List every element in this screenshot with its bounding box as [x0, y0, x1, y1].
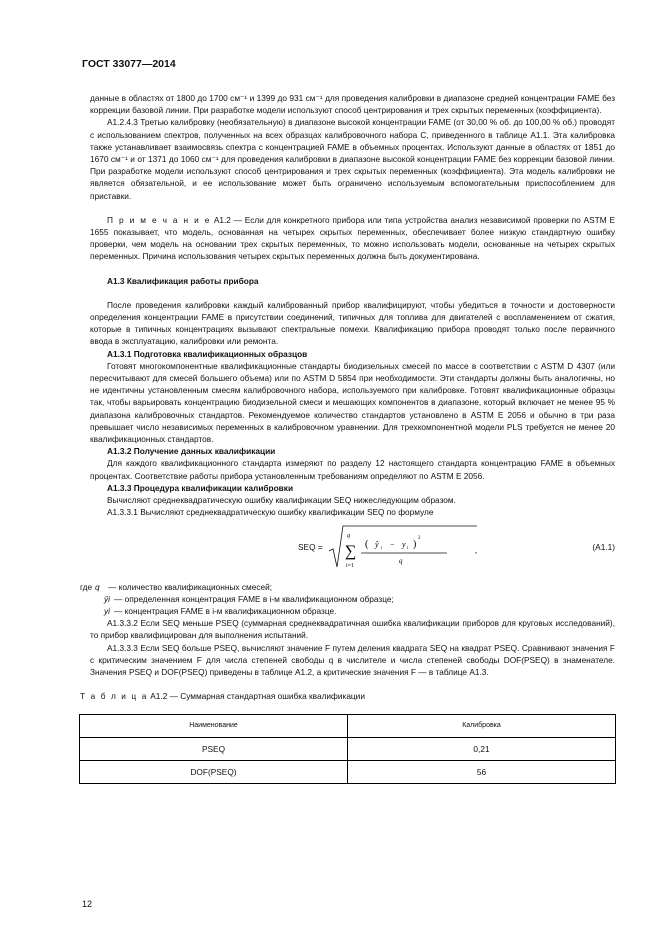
- table-cell: 56: [348, 761, 616, 784]
- subsection-heading: А1.3.1 Подготовка квалификационных образцов: [107, 348, 308, 359]
- table-row: [80, 738, 616, 761]
- formula-lhs: SEQ =: [298, 541, 323, 552]
- paragraph: Вычисляют среднеквадратическую ошибку квалификации SEQ нижеследующим образом.: [107, 495, 456, 506]
- page-number: 12: [82, 899, 93, 909]
- legend-text: — концентрация FAME в i-м квалификационном образце.: [114, 605, 337, 616]
- table-cell: 0,21: [348, 738, 616, 761]
- table-header-cell: Калибровка: [348, 715, 616, 738]
- svg-text:(: (: [365, 538, 369, 550]
- legend-symbol: q: [95, 581, 100, 592]
- svg-text:i: i: [407, 545, 409, 551]
- svg-text:i=1: i=1: [346, 562, 355, 569]
- table-header-row: [80, 715, 616, 738]
- paragraph: А1.2.4.3 Третью калибровку (необязательную) в диапазоне высокой концентрации FAME (от 30,00 % об. до 100,00 % об.) проводят с использованием спектров, полученных на всех образцах калибровочного набора С, приведенного в таблице А1.1. Эта калибровка также устанавливает взаимосвязь спектра с концентрацией FAME в объемных процентах. Используют данные в областях от 1851 до 1670 см⁻¹ и от 1371 до 1060 см⁻¹ для проведения калибровки в диапазоне высокой концентрации FAME без коррекции базовой линии. При разработке модели используют способ центрирования и трех скрытых переменных (коэффициента). Эта модель калибровки не является обязательной, и ее использование может быть ограничено используемым вспомогательным приспособлением для приставки.: [90, 117, 615, 201]
- legend-text: — количество квалификационных смесей;: [108, 581, 273, 592]
- subsection-heading: А1.3.3 Процедура квалификации калибровки: [107, 482, 294, 493]
- formula-legend: [80, 581, 615, 618]
- table-caption-text: А1.2 — Суммарная стандартная ошибка квалификации: [150, 691, 365, 702]
- paragraph: Готовят многокомпонентные квалификационные стандарты биодизельных смесей по массе в соответствии с ASTM D 4307 (или пересчитывают для смесей большего объема) или по ASTM D 5854 при необходимости. Эти стандарты должны быть аналогичны, но не идентичны установленным смесям калибровочного набора, используемого при калибровке. Готовят квалификационные образцы так, чтобы варьировать концентрацию биодизельной смеси и мешающих компонентов в диапазоне, который включает не менее 95 % диапазона калибровочных стандартов. Рекомендуемое количество стандартов установлено в ASTM Е 2056 и обычно в три раза превышает число независимых переменных в калибровочном уравнении. Для трехкомпонентной модели PLS требуется не менее 20 квалификационных стандартов.: [90, 360, 615, 445]
- note: [90, 214, 615, 263]
- svg-text:ŷ: ŷ: [375, 539, 379, 549]
- note-text: А1.2 — Если для конкретного прибора или типа устройства анализ независимой проверки по ASTM Е 1655 показывает, что модель, основанная на четырех скрытых переменных, обеспечивает более низкую стандартную ошибку проверки, чем модель на основании трех скрытых переменных, то можно использовать модели, основанные на четырех скрытых переменных. Причина использования четырех скрытых переменных должна быть документирована.: [90, 214, 615, 262]
- table-cell: PSEQ: [80, 738, 348, 761]
- svg-text:q: q: [347, 532, 350, 539]
- legend-symbol: yi: [104, 605, 110, 616]
- subsection-heading: А1.3.2 Получение данных квалификации: [107, 446, 276, 457]
- table-row: [80, 761, 616, 784]
- svg-text:q: q: [399, 556, 403, 565]
- paragraph: А1.3.3.2 Если SEQ меньше PSEQ (суммарная среднеквадратичная ошибка квалификации приборов для круговых исследований), то прибор квалифицирован для выполнения испытаний.: [90, 618, 615, 641]
- document-header: ГОСТ 33077—2014: [82, 58, 176, 70]
- svg-text:,: ,: [475, 545, 477, 555]
- svg-text:2: 2: [418, 535, 421, 541]
- formula-sqrt-sum: [327, 523, 497, 577]
- table-header-cell: Наименование: [80, 715, 348, 738]
- legend-where: где: [80, 581, 93, 592]
- legend-item: [80, 593, 615, 605]
- svg-text:i: i: [381, 545, 383, 551]
- paragraph: А1.3.3.1 Вычисляют среднеквадратическую ошибку квалификации SEQ по формуле: [107, 507, 434, 518]
- paragraph: После проведения калибровки каждый калиброванный прибор квалифицируют, чтобы убедиться в точности и достоверности определения концентрации FAME в присутствии соединений, типичных для топлива для двигателей с воспламенением от сжатия, которые в типичных концентрациях вызывают спектральные помехи. Квалификацию прибора проводят только после первичного ввода в эксплуатацию, калибровки или ремонта.: [90, 299, 615, 347]
- table-cell: DOF(PSEQ): [80, 761, 348, 784]
- paragraph: Для каждого квалификационного стандарта измеряют по разделу 12 настоящего стандарта концентрацию FAME в объемных процентах. Соответствие работы прибора установленным требованиям определяют по ASTM Е 2056.: [90, 458, 615, 481]
- paragraph: данные в областях от 1800 до 1700 см⁻¹ и 1399 до 931 см⁻¹ для проведения калибровки в диапазоне средней концентрации FAME без коррекции базовой линии. При разработке модели используют способ центрирования и трех скрытых переменных (коэффициента).: [90, 93, 615, 116]
- table-a1-2: [79, 714, 616, 784]
- formula-a1-1: [90, 523, 615, 577]
- formula-number: (А1.1): [592, 541, 615, 552]
- svg-text:y: y: [402, 539, 406, 549]
- table-caption-label: Т а б л и ц а: [80, 691, 148, 702]
- document-body: [80, 92, 615, 784]
- legend-item: [80, 581, 615, 593]
- svg-text:−: −: [390, 539, 395, 549]
- legend-text: — определенная концентрация FAME в i-м квалификационном образце;: [114, 593, 394, 604]
- note-label: П р и м е ч а н и е: [107, 214, 211, 225]
- svg-text:∑: ∑: [345, 542, 357, 560]
- svg-text:): ): [413, 538, 417, 550]
- table-caption: [80, 690, 615, 702]
- legend-symbol: ŷi: [104, 593, 110, 604]
- legend-item: [80, 605, 615, 617]
- paragraph: А1.3.3.3 Если SEQ больше PSEQ, вычисляют значение F путем деления квадрата SEQ на квадрат PSEQ. Сравнивают значения F с критическим значением F для числа степеней свободы q в числителе и числа степеней свободы DOF(PSEQ) в знаменателе. Значения PSEQ и DOF(PSEQ) приведены в таблице А1.2, а критические значения F — в таблице А1.3.: [90, 642, 615, 677]
- section-heading: А1.3 Квалификация работы прибора: [107, 275, 259, 286]
